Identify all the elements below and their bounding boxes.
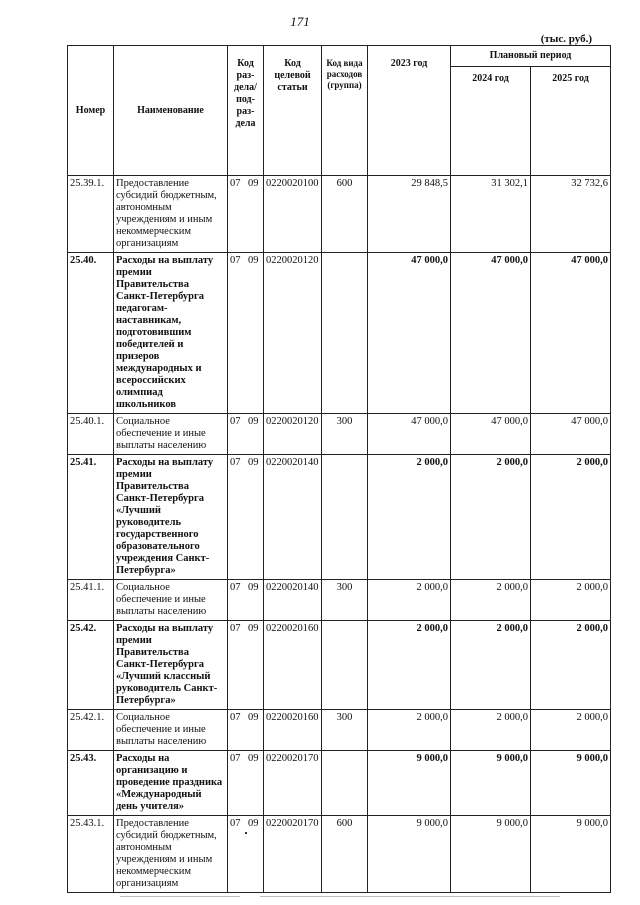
- table-row: [68, 710, 611, 751]
- row-expense-type: 300: [322, 414, 368, 455]
- row-number: 25.43.: [68, 751, 114, 816]
- row-target: 0220020120: [264, 253, 322, 414]
- row-subsection-code: 09: [248, 818, 259, 829]
- table-row: [68, 816, 611, 893]
- row-number: 25.43.1.: [68, 816, 114, 893]
- row-subsection-code: 09: [248, 753, 259, 764]
- row-section-code: 07: [230, 818, 241, 829]
- row-target: 0220020100: [264, 176, 322, 253]
- row-name: Расходы на организацию и проведение праздника «Международный день учителя»: [114, 751, 228, 816]
- row-value-2023: 2 000,0: [368, 621, 451, 710]
- row-value-2024: 2 000,0: [451, 710, 531, 751]
- row-name: Социальное обеспечение и иные выплаты населению: [114, 710, 228, 751]
- row-name: Предоставление субсидий бюджетным, автономным учреждениям и иным некоммерческим организациям: [114, 816, 228, 893]
- table-body: [68, 176, 611, 893]
- header-name: Наименование: [114, 46, 228, 176]
- row-value-2025: 9 000,0: [531, 751, 611, 816]
- row-value-2023: 2 000,0: [368, 710, 451, 751]
- row-subsection-code: 09: [248, 255, 259, 266]
- row-name: Социальное обеспечение и иные выплаты населению: [114, 414, 228, 455]
- row-number: 25.41.: [68, 455, 114, 580]
- row-value-2023: 2 000,0: [368, 580, 451, 621]
- row-subsection-code: 09: [248, 457, 259, 468]
- row-expense-type: 300: [322, 710, 368, 751]
- header-planning-period: Плановый период: [451, 46, 611, 67]
- row-value-2024: 2 000,0: [451, 455, 531, 580]
- row-section-code: 07: [230, 753, 241, 764]
- row-expense-type: 600: [322, 176, 368, 253]
- row-section: [228, 816, 264, 893]
- row-expense-type: [322, 621, 368, 710]
- row-expense-type: 600: [322, 816, 368, 893]
- header-2023: 2023 год: [368, 46, 451, 176]
- row-target: 0220020140: [264, 455, 322, 580]
- row-name: Расходы на выплату премии Правительства Санкт-Петербурга педагогам-наставникам, подготовившим победителей и призеров международных и всероссийских олимпиад школьников: [114, 253, 228, 414]
- row-value-2025: 2 000,0: [531, 455, 611, 580]
- row-name: Расходы на выплату премии Правительства Санкт-Петербурга «Лучший классный руководитель Санкт-Петербурга»: [114, 621, 228, 710]
- row-value-2023: 47 000,0: [368, 253, 451, 414]
- row-section: [228, 621, 264, 710]
- row-section-code: 07: [230, 255, 241, 266]
- row-target: 0220020170: [264, 816, 322, 893]
- row-section-code: 07: [230, 582, 241, 593]
- row-section-code: 07: [230, 416, 241, 427]
- row-target: 0220020170: [264, 751, 322, 816]
- row-expense-type: [322, 253, 368, 414]
- row-subsection-code: 09: [248, 582, 259, 593]
- units-label: (тыс. руб.): [540, 33, 592, 45]
- row-number: 25.39.1.: [68, 176, 114, 253]
- row-expense-type: [322, 751, 368, 816]
- row-target: 0220020140: [264, 580, 322, 621]
- row-value-2024: 2 000,0: [451, 621, 531, 710]
- row-subsection-code: 09: [248, 416, 259, 427]
- row-value-2024: 47 000,0: [451, 414, 531, 455]
- row-value-2023: 47 000,0: [368, 414, 451, 455]
- row-value-2025: 2 000,0: [531, 580, 611, 621]
- header-expense-type: Код вида расходов (группа): [322, 46, 368, 176]
- row-value-2023: 9 000,0: [368, 751, 451, 816]
- table-row: [68, 176, 611, 253]
- table-row: [68, 253, 611, 414]
- row-section: [228, 176, 264, 253]
- row-section-code: 07: [230, 457, 241, 468]
- row-value-2025: 32 732,6: [531, 176, 611, 253]
- row-section: [228, 414, 264, 455]
- table-row: [68, 580, 611, 621]
- table-row: [68, 414, 611, 455]
- row-section: [228, 580, 264, 621]
- row-number: 25.42.1.: [68, 710, 114, 751]
- row-target: 0220020120: [264, 414, 322, 455]
- row-value-2024: 2 000,0: [451, 580, 531, 621]
- table-row: [68, 621, 611, 710]
- row-value-2025: 47 000,0: [531, 253, 611, 414]
- header-2024: 2024 год: [451, 67, 531, 176]
- header-2025: 2025 год: [531, 67, 611, 176]
- row-name: Социальное обеспечение и иные выплаты населению: [114, 580, 228, 621]
- row-value-2023: 29 848,5: [368, 176, 451, 253]
- row-subsection-code: 09: [248, 623, 259, 634]
- row-value-2024: 9 000,0: [451, 751, 531, 816]
- row-section: [228, 751, 264, 816]
- row-value-2025: 2 000,0: [531, 710, 611, 751]
- row-number: 25.42.: [68, 621, 114, 710]
- row-value-2024: 31 302,1: [451, 176, 531, 253]
- row-name: Предоставление субсидий бюджетным, автономным учреждениям и иным некоммерческим организациям: [114, 176, 228, 253]
- row-value-2024: 47 000,0: [451, 253, 531, 414]
- footer-line: [260, 896, 560, 897]
- header-number: Номер: [68, 46, 114, 176]
- row-value-2025: 47 000,0: [531, 414, 611, 455]
- header-target: Код целевой статьи: [264, 46, 322, 176]
- footer-line: [120, 896, 240, 897]
- row-section: [228, 710, 264, 751]
- row-section: [228, 455, 264, 580]
- row-value-2023: 2 000,0: [368, 455, 451, 580]
- row-name: Расходы на выплату премии Правительства Санкт-Петербурга «Лучший руководитель государственного образовательного учреждения Санкт-Петербурга»: [114, 455, 228, 580]
- header-section: Код раз-дела/ под-раз-дела: [228, 46, 264, 176]
- row-subsection-code: 09: [248, 712, 259, 723]
- row-expense-type: 300: [322, 580, 368, 621]
- row-section-code: 07: [230, 178, 241, 189]
- row-target: 0220020160: [264, 621, 322, 710]
- scan-dot: [245, 832, 247, 834]
- row-value-2024: 9 000,0: [451, 816, 531, 893]
- row-number: 25.40.1.: [68, 414, 114, 455]
- budget-table: [67, 45, 611, 893]
- row-number: 25.40.: [68, 253, 114, 414]
- page-number: 171: [290, 14, 310, 29]
- row-value-2025: 9 000,0: [531, 816, 611, 893]
- row-value-2025: 2 000,0: [531, 621, 611, 710]
- row-section-code: 07: [230, 623, 241, 634]
- table-row: [68, 455, 611, 580]
- row-target: 0220020160: [264, 710, 322, 751]
- row-number: 25.41.1.: [68, 580, 114, 621]
- row-section: [228, 253, 264, 414]
- row-section-code: 07: [230, 712, 241, 723]
- row-subsection-code: 09: [248, 178, 259, 189]
- table-row: [68, 751, 611, 816]
- row-expense-type: [322, 455, 368, 580]
- row-value-2023: 9 000,0: [368, 816, 451, 893]
